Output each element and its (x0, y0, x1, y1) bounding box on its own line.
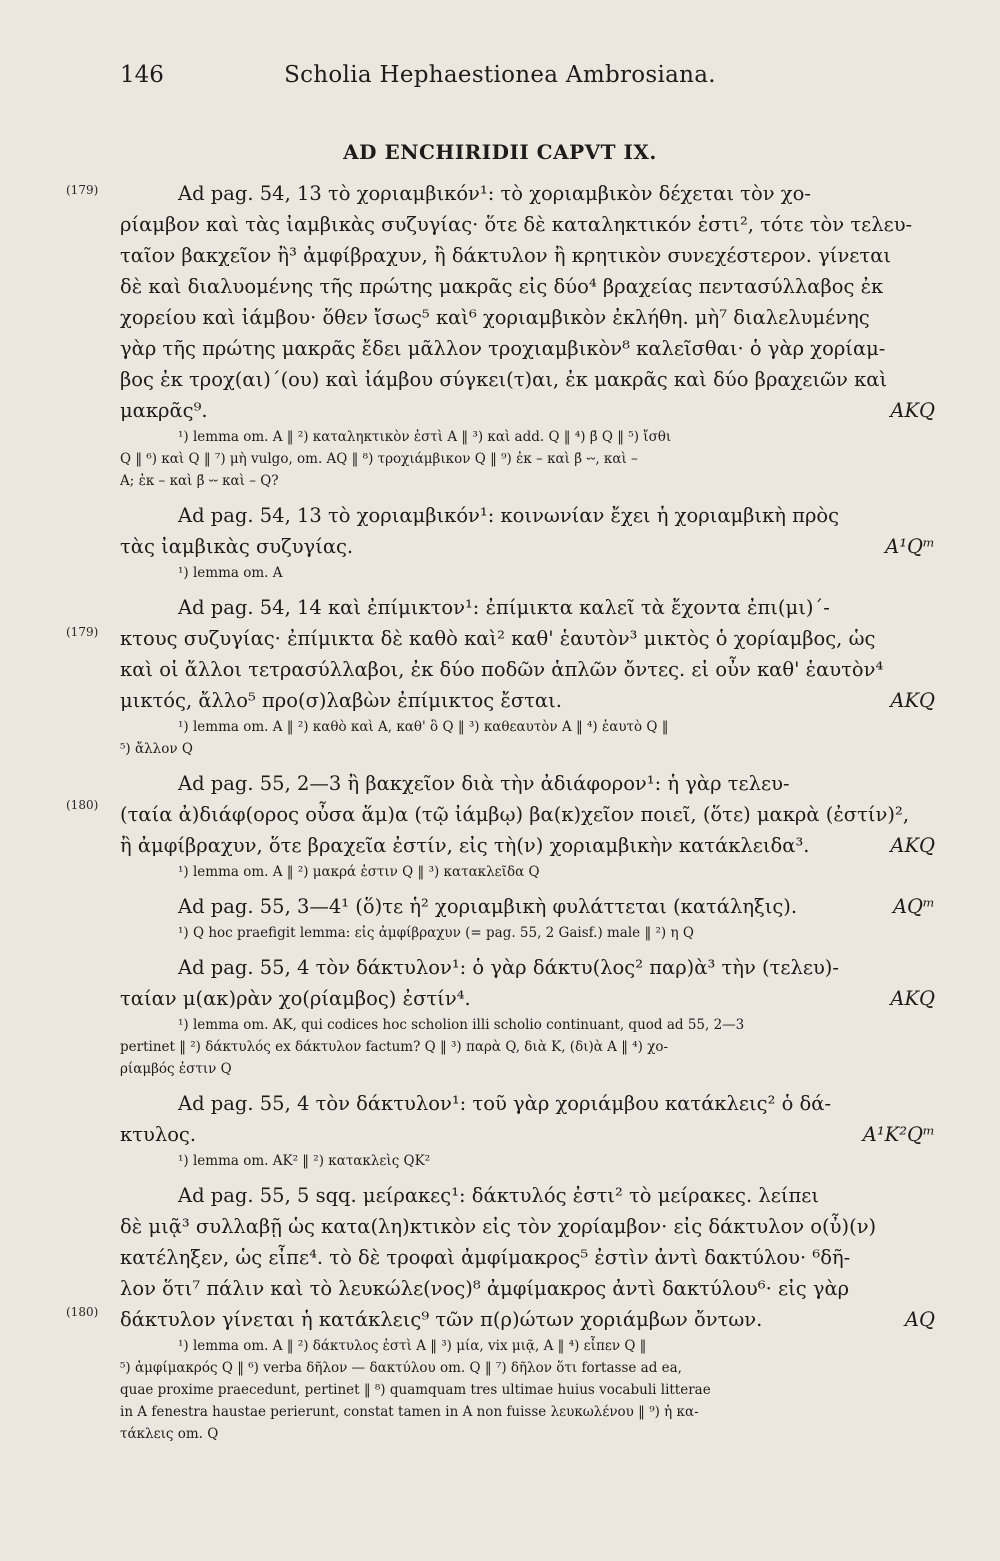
apparatus-note: Q ‖ ⁶) καὶ Q ‖ ⁷) μὴ vulgo, om. AQ ‖ ⁸) τροχιάμβικον Q ‖ ⁹) ἐκ – καὶ β̄ ⏑⏑, καὶ – (120, 451, 638, 467)
scholion-text: λον ὅτι⁷ πάλιν καὶ τὸ λευκώλε(νος)⁸ ἀμφίμακρος ἀντὶ δακτύλου⁶· εἰς γὰρ (120, 1277, 850, 1300)
manuscript-siglum: AKQ (890, 689, 935, 712)
apparatus-note: ⁵) ἀμφίμακρός Q ‖ ⁶) verba δῆλον — δακτύλου om. Q ‖ ⁷) δῆλον ὅτι fortasse ad ea, (120, 1360, 682, 1376)
scholion-text: καὶ οἱ ἄλλοι τετρασύλλαβοι, ἐκ δύο ποδῶν ἁπλῶν ὄντες. εἰ οὖν καθ' ἑαυτὸν⁴ (120, 658, 884, 681)
apparatus-note: ⁵) ἄλλον Q (120, 741, 193, 757)
page-header (0, 62, 1000, 102)
block-gap (120, 944, 935, 952)
scholion-text: Ad pag. 54, 14 καὶ ἐπίμικτον¹: ἐπίμικτα καλεῖ τὰ ἔχοντα ἐπι(μι)΄- (178, 596, 830, 619)
scholion-text: μακρᾶς⁹. (120, 399, 208, 422)
page-number: 146 (120, 62, 164, 88)
scholion-text: γὰρ τῆς πρώτης μακρᾶς ἔδει μᾶλλον τροχιαμβικὸν⁸ καλεῖσθαι· ὁ γὰρ χορίαμ- (120, 337, 886, 360)
apparatus-note: quae proxime praecedunt, pertinet ‖ ⁸) quamquam tres ultimae huius vocabuli litterae (120, 1382, 711, 1398)
margin-number: (179) (66, 625, 99, 639)
block-gap (120, 883, 935, 891)
scholion-text: κατέληξεν, ὡς εἶπε⁴. τὸ δὲ τροφαὶ ἀμφίμακρος⁵ ἐστὶν ἀντὶ δακτύλου· ⁶δῆ- (120, 1246, 851, 1269)
scholion-line (120, 1211, 935, 1242)
scholion-text: δὲ καὶ διαλυομένης τῆς πρώτης μακρᾶς εἰς δύο⁴ βραχείας πεντασύλλαβος ἐκ (120, 275, 884, 298)
scholion-line (120, 1119, 935, 1150)
scholion-line (120, 685, 935, 716)
scholion-block (120, 768, 935, 891)
scholia-body (120, 178, 935, 1453)
scholion-line (120, 531, 935, 562)
scholion-line (120, 271, 935, 302)
scholion-text: Ad pag. 55, 2—3 ἢ βακχεῖον διὰ τὴν ἀδιάφορον¹: ἡ γὰρ τελευ- (178, 772, 790, 795)
scholion-line (120, 623, 935, 654)
scholion-line (120, 364, 935, 395)
scholion-text: (ταία ἀ)διάφ(ορος οὖσα ἅμ)α (τῷ ἰάμβῳ) βα(κ)χεῖον ποιεῖ, (ὅτε) μακρὰ (ἐστίν)², (120, 803, 910, 826)
scholion-line (120, 983, 935, 1014)
scholion-lemma-line (120, 952, 935, 983)
scholion-lemma-line (120, 891, 935, 922)
scholion-lemma-line (120, 768, 935, 799)
scholion-line (120, 333, 935, 364)
scholion-line (120, 799, 935, 830)
apparatus-note: ¹) lemma om. A ‖ ²) καταληκτικὸν ἐστὶ A ‖ ³) καὶ add. Q ‖ ⁴) β̄ Q ‖ ⁵) ἴσθι (178, 429, 672, 445)
apparatus-note: ¹) lemma om. AK, qui codices hoc scholion illi scholio continuant, quod ad 55, 2—3 (178, 1017, 745, 1033)
manuscript-siglum: A¹Qᵐ (885, 535, 935, 558)
scholion-line (120, 209, 935, 240)
scholion-text: δάκτυλον γίνεται ἡ κατάκλεις⁹ τῶν π(ρ)ώτων χοριάμβων ὄντων. (120, 1308, 763, 1331)
scholion-lemma-line (120, 592, 935, 623)
apparatus-note: in A fenestra haustae perierunt, constat tamen in A non fuisse λευκωλένου ‖ ⁹) ἡ κα- (120, 1404, 699, 1420)
scholion-text: Ad pag. 55, 3—4¹ (ὅ)τε ἡ² χοριαμβικὴ φυλάττεται (κατάληξις). (178, 895, 798, 918)
block-gap (120, 760, 935, 768)
manuscript-siglum: AKQ (890, 987, 935, 1010)
scholion-line (120, 1304, 935, 1335)
scholion-line (120, 1242, 935, 1273)
apparatus-note: A; ἐκ – καὶ β̄ ⏑⏑ καὶ – Q? (120, 473, 279, 489)
apparatus-note: ¹) Q hoc praefigit lemma: εἰς ἀμφίβραχυν (= pag. 55, 2 Gaisf.) male ‖ ²) η Q (178, 925, 694, 941)
scholion-block (120, 1180, 935, 1453)
scholion-text: κτυλος. (120, 1123, 197, 1146)
scholion-text: ταῖον βακχεῖον ἢ³ ἀμφίβραχυν, ἢ δάκτυλον ἢ κρητικὸν συνεχέστερον. γίνεται (120, 244, 892, 267)
scholion-text: Ad pag. 54, 13 τὸ χοριαμβικόν¹: κοινωνίαν ἔχει ἡ χοριαμβικὴ πρὸς (178, 504, 840, 527)
scholion-text: χορείου καὶ ἰάμβου· ὅθεν ἴσως⁵ καὶ⁶ χοριαμβικὸν ἐκλήθη. μὴ⁷ διαλελυμένης (120, 306, 870, 329)
scholion-text: μικτός, ἄλλο⁵ προ(σ)λαβὼν ἐπίμικτος ἔσται. (120, 689, 562, 712)
apparatus-note: ¹) lemma om. AK² ‖ ²) κατακλεὶς QK² (178, 1153, 431, 1169)
manuscript-siglum: A¹K²Qᵐ (862, 1123, 935, 1146)
scholion-lemma-line (120, 500, 935, 531)
block-gap (120, 1172, 935, 1180)
scholion-block (120, 952, 935, 1088)
scholion-text: κτους συζυγίας· ἐπίμικτα δὲ καθὸ καὶ² καθ' ἑαυτὸν³ μικτὸς ὁ χορίαμβος, ὡς (120, 627, 876, 650)
margin-number: (180) (66, 798, 99, 812)
margin-number: (180) (66, 1305, 99, 1319)
block-gap (120, 1080, 935, 1088)
scholion-block (120, 178, 935, 500)
scholion-lemma-line (120, 1180, 935, 1211)
scholion-text: δὲ μιᾷ³ συλλαβῇ ὡς κατα(λη)κτικὸν εἰς τὸν χορίαμβον· εἰς δάκτυλον ο(ὖ)(ν) (120, 1215, 877, 1238)
scholion-block (120, 1088, 935, 1180)
scholion-text: ἢ ἀμφίβραχυν, ὅτε βραχεῖα ἐστίν, εἰς τὴ(ν) χοριαμβικὴν κατάκλειδα³. (120, 834, 810, 857)
section-title: AD ENCHIRIDII CAPVT IX. (343, 140, 657, 164)
scholion-lemma-line (120, 178, 935, 209)
scholion-line (120, 395, 935, 426)
apparatus-note: ¹) lemma om. A ‖ ²) μακρά ἐστιν Q ‖ ³) κατακλεῖδα Q (178, 864, 540, 880)
manuscript-siglum: AQᵐ (892, 895, 935, 918)
scholion-block (120, 891, 935, 952)
scholion-text: Ad pag. 55, 4 τὸν δάκτυλον¹: ὁ γὰρ δάκτυ(λος² παρ)ὰ³ τὴν (τελευ)- (178, 956, 840, 979)
manuscript-siglum: AKQ (890, 834, 935, 857)
scholion-text: Ad pag. 54, 13 τὸ χοριαμβικόν¹: τὸ χοριαμβικὸν δέχεται τὸν χο- (178, 182, 811, 205)
scholion-line (120, 830, 935, 861)
margin-number: (179) (66, 183, 99, 197)
apparatus-note: ¹) lemma om. A ‖ ²) καθὸ καὶ A, καθ' ὃ Q ‖ ³) καθεαυτὸν A ‖ ⁴) ἑαυτὸ Q ‖ (178, 719, 669, 735)
scholion-text: Ad pag. 55, 4 τὸν δάκτυλον¹: τοῦ γὰρ χοριάμβου κατάκλεις² ὁ δά- (178, 1092, 832, 1115)
scholion-text: τὰς ἰαμβικὰς συζυγίας. (120, 535, 354, 558)
scholion-block (120, 500, 935, 592)
scholion-line (120, 240, 935, 271)
scholion-line (120, 654, 935, 685)
apparatus-note: ρίαμβός ἐστιν Q (120, 1061, 232, 1077)
block-gap (120, 1445, 935, 1453)
apparatus-note: τάκλεις om. Q (120, 1426, 219, 1442)
scholion-line (120, 302, 935, 333)
apparatus-note: pertinet ‖ ²) δάκτυλός ex δάκτυλον factum? Q ‖ ³) παρὰ Q, διὰ K, (δι)ὰ A ‖ ⁴) χο- (120, 1039, 669, 1055)
scholion-line (120, 1273, 935, 1304)
block-gap (120, 492, 935, 500)
scholion-text: βος ἐκ τροχ(αι)΄(ου) καὶ ἰάμβου σύγκει(τ)αι, ἐκ μακρᾶς καὶ δύο βραχειῶν καὶ (120, 368, 888, 391)
block-gap (120, 584, 935, 592)
apparatus-note: ¹) lemma om. A ‖ ²) δάκτυλος ἐστὶ A ‖ ³) μία, vix μιᾷ, A ‖ ⁴) εἶπεν Q ‖ (178, 1338, 647, 1354)
scholion-lemma-line (120, 1088, 935, 1119)
apparatus-note: ¹) lemma om. A (178, 565, 283, 581)
scholion-text: ρίαμβον καὶ τὰς ἰαμβικὰς συζυγίας· ὅτε δὲ καταληκτικόν ἐστι², τότε τὸν τελευ- (120, 213, 913, 236)
manuscript-siglum: AQ (904, 1308, 935, 1331)
scholion-text: ταίαν μ(ακ)ρὰν χο(ρίαμβος) ἐστίν⁴. (120, 987, 471, 1010)
manuscript-siglum: AKQ (890, 399, 935, 422)
scholion-text: Ad pag. 55, 5 sqq. μείρακες¹: δάκτυλός ἐστι² τὸ μείρακες. λείπει (178, 1184, 820, 1207)
scholion-block (120, 592, 935, 768)
running-title: Scholia Hephaestionea Ambrosiana. (284, 62, 716, 88)
